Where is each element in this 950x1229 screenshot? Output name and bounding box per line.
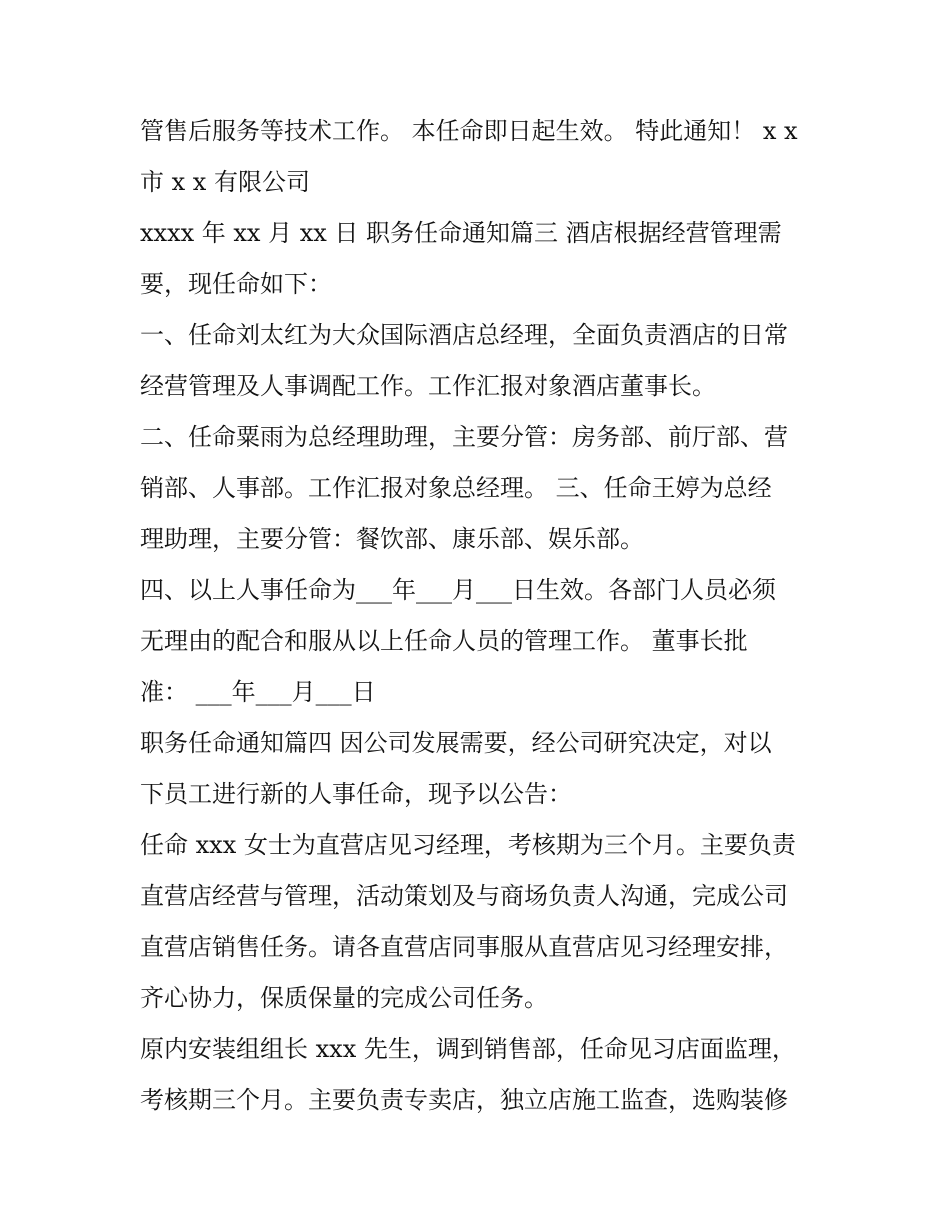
text-line: 理助理，主要分管：餐饮部、康乐部、娱乐部。 — [140, 525, 644, 553]
text-line: 一、任命刘太红为大众国际酒店总经理，全面负责酒店的日常 — [140, 321, 788, 349]
text-line: 二、任命粟雨为总经理助理，主要分管：房务部、前厅部、营 — [140, 423, 788, 451]
text-line: 市 x x 有限公司 — [140, 168, 310, 196]
text-line: 要，现任命如下： — [140, 270, 332, 298]
text-line: 直营店销售任务。请各直营店同事服从直营店见习经理安排， — [140, 933, 788, 961]
text-line: 准： ___年___月___日 — [140, 678, 376, 706]
text-line: 管售后服务等技术工作。 本任命即日起生效。 特此通知！ x x — [140, 117, 798, 145]
text-line: 下员工进行新的人事任命，现予以公告： — [140, 780, 572, 808]
text-line: 考核期三个月。主要负责专卖店，独立店施工监查，选购装修 — [140, 1086, 788, 1114]
document-body — [140, 106, 820, 1126]
text-line: 齐心协力，保质保量的完成公司任务。 — [140, 984, 548, 1012]
text-line: 职务任命通知篇四 因公司发展需要，经公司研究决定，对以 — [140, 729, 772, 757]
text-line: 经营管理及人事调配工作。工作汇报对象酒店董事长。 — [140, 372, 716, 400]
text-line: 无理由的配合和服从以上任命人员的管理工作。 董事长批 — [140, 627, 748, 655]
text-line: 直营店经营与管理，活动策划及与商场负责人沟通，完成公司 — [140, 882, 788, 910]
text-line: 原内安装组组长 xxx 先生，调到销售部，任命见习店面监理， — [140, 1035, 796, 1063]
text-line: 任命 xxx 女士为直营店见习经理，考核期为三个月。主要负责 — [140, 831, 796, 859]
text-line: 四、以上人事任命为___年___月___日生效。各部门人员必须 — [140, 576, 776, 604]
text-line: 销部、人事部。工作汇报对象总经理。 三、任命王婷为总经 — [140, 474, 772, 502]
text-line: xxxx 年 xx 月 xx 日 职务任命通知篇三 酒店根据经营管理需 — [140, 219, 782, 247]
